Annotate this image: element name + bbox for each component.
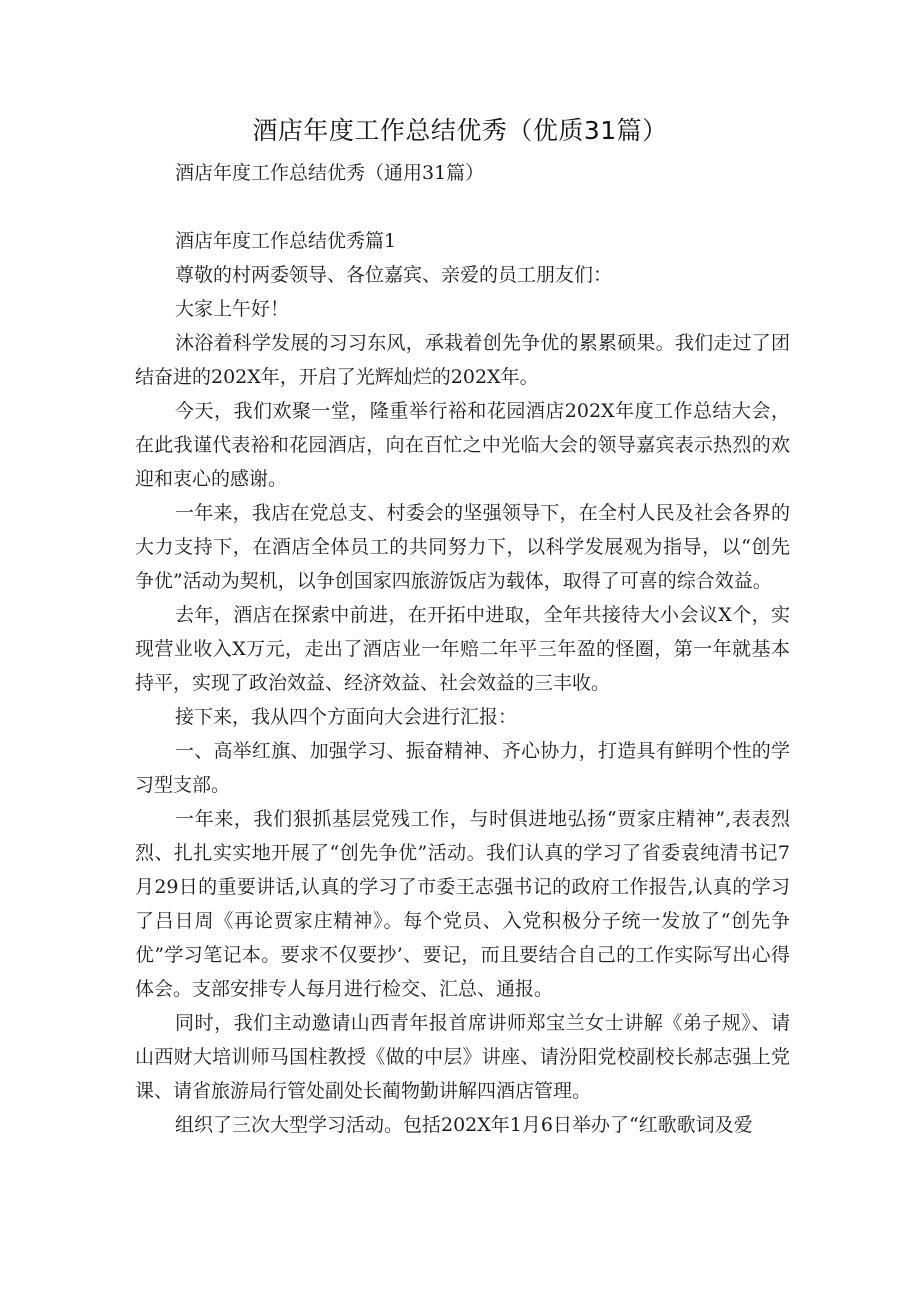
document-title: 酒店年度工作总结优秀（优质31篇） bbox=[252, 116, 668, 145]
paragraph: 一年来，我店在党总支、村委会的坚强领导下，在全村人民及社会各界的大力支持下，在酒店全体员工的共同努力下，以科学发展观为指导，以“创先争优”活动为契机，以争创国家四旅游饭店为载体，取得了可喜的综合效益。 bbox=[135, 502, 790, 592]
paragraph: 今天，我们欢聚一堂，隆重举行裕和花园酒店202X年度工作总结大会，在此我谨代表裕和花园酒店，向在百忙之中光临大会的领导嘉宾表示热烈的欢迎和衷心的感谢。 bbox=[135, 400, 790, 490]
document-subtitle: 酒店年度工作总结优秀（通用31篇） bbox=[175, 162, 485, 184]
paragraph: 接下来，我从四个方面向大会进行汇报： bbox=[175, 706, 518, 728]
paragraph: 沐浴着科学发展的习习东风，承栽着创先争优的累累硕果。我们走过了团结奋进的202X年，开启了光辉灿烂的202X年。 bbox=[135, 332, 790, 388]
section-heading: 酒店年度工作总结优秀篇1 bbox=[175, 230, 397, 252]
section-point: 一、高举红旗、加强学习、振奋精神、齐心协力，打造具有鲜明个性的学习型支部。 bbox=[135, 740, 790, 796]
salutation: 尊敬的村两委领导、各位嘉宾、亲爱的员工朋友们： bbox=[175, 264, 613, 286]
paragraph: 一年来，我们狠抓基层党残工作，与时俱进地弘扬“贾家庄精神”,表表烈烈、扎扎实实地开展了“创先争优”活动。我们认真的学习了省委袁纯清书记7月29日的重要讲话,认真的学习了市委王志强书记的政府工作报告,认真的学习了吕日周《再论贾家庄精神》。每个党员、入党积极分子统一发放了“创先争优”学习笔记本。要求不仅要抄’、要记，而且要结合自己的工作实际写出心得体会。支部安排专人每月进行检交、汇总、通报。 bbox=[135, 808, 790, 1000]
paragraph: 同时，我们主动邀请山西青年报首席讲师郑宝兰女士讲解《弟子规》、请山西财大培训师马国柱教授《做的中层》讲座、请汾阳党校副校长郝志强上党课、请省旅游局行管处副处长蔺物勤讲解四酒店管理。 bbox=[135, 1012, 790, 1102]
blank-line bbox=[135, 190, 790, 224]
greeting: 大家上午好！ bbox=[175, 298, 290, 320]
document-body bbox=[135, 156, 790, 1142]
paragraph: 去年，酒店在探索中前进，在开拓中进取，全年共接待大小会议X个，实现营业收入X万元，走出了酒店业一年赔二年平三年盈的怪圈，第一年就基本持平，实现了政治效益、经济效益、社会效益的三丰收。 bbox=[135, 604, 790, 694]
paragraph: 组织了三次大型学习活动。包括202X年1月6日举办了“红歌歌词及爱 bbox=[175, 1114, 753, 1136]
